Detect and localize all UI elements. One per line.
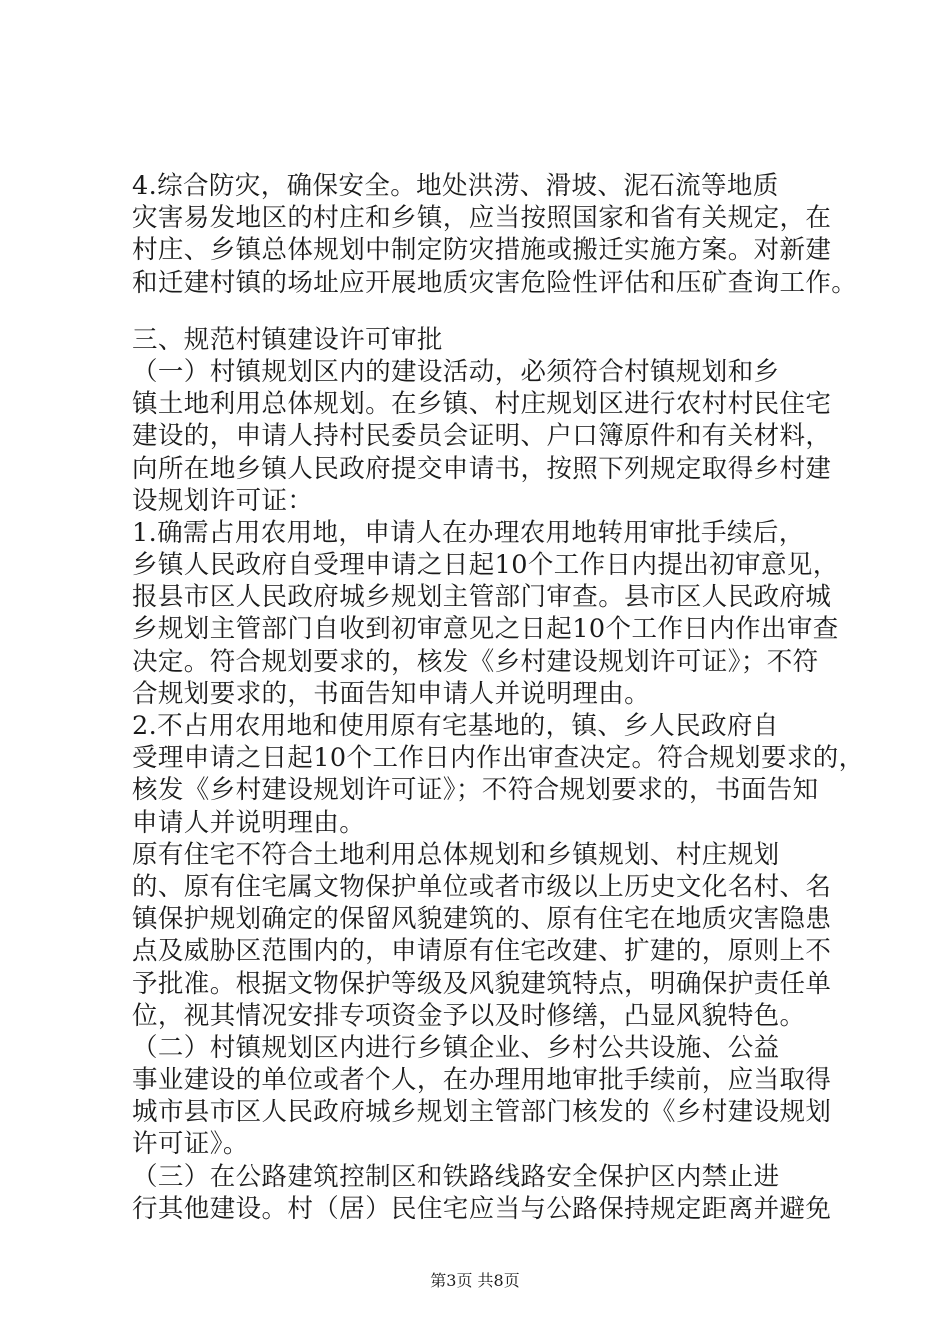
paragraph-item-1 <box>132 356 832 517</box>
text-line: 行其他建设。村（居）民住宅应当与公路保持规定距离并避免 <box>132 1193 832 1224</box>
paragraph-existing-housing <box>132 839 832 1032</box>
text-line: 申请人并说明理由。 <box>132 807 366 838</box>
text-line: 村庄、乡镇总体规划中制定防灾措施或搬迁实施方案。对新建 <box>132 235 832 266</box>
text-line: （二）村镇规划区内进行乡镇企业、乡村公共设施、公益 <box>132 1032 780 1063</box>
page-number-footer: 第3页 共8页 <box>430 1271 520 1290</box>
paragraph-subitem-1 <box>132 517 839 710</box>
section-heading <box>132 324 832 356</box>
text-line: 许可证》。 <box>132 1129 249 1160</box>
text-line: 镇土地利用总体规划。在乡镇、村庄规划区进行农村村民住宅 <box>132 389 832 420</box>
text-line: 事业建设的单位或者个人，在办理用地审批手续前，应当取得 <box>132 1065 832 1096</box>
text-line: 位，视其情况安排专项资金予以及时修缮，凸显风貌特色。 <box>132 1000 806 1031</box>
text-line: 乡镇人民政府自受理申请之日起10个工作日内提出初审意见， <box>132 550 839 581</box>
paragraph-subitem-2 <box>132 710 865 839</box>
paragraph-disaster-prevention <box>132 170 858 299</box>
text-line: 报县市区人民政府城乡规划主管部门审查。县市区人民政府城 <box>132 582 832 613</box>
text-line: 合规划要求的，书面告知申请人并说明理由。 <box>132 678 651 709</box>
text-line: 4.综合防灾，确保安全。地处洪涝、滑坡、泥石流等地质 <box>132 171 779 201</box>
text-line: 决定。符合规划要求的，核发《乡村建设规划许可证》；不符 <box>132 646 819 677</box>
text-line: 乡规划主管部门自收到初审意见之日起10个工作日内作出审查 <box>132 614 839 645</box>
text-line: 向所在地乡镇人民政府提交申请书，按照下列规定取得乡村建 <box>132 453 832 484</box>
paragraph-gap <box>132 299 832 324</box>
text-line: 原有住宅不符合土地利用总体规划和乡镇规划、村庄规划 <box>132 839 780 870</box>
text-line: 予批准。根据文物保护等级及风貌建筑特点，明确保护责任单 <box>132 968 832 999</box>
text-line: 点及威胁区范围内的，申请原有住宅改建、扩建的，原则上不 <box>132 936 832 967</box>
body-text <box>132 170 865 1225</box>
text-line: 受理申请之日起10个工作日内作出审查决定。符合规划要求的， <box>132 743 865 774</box>
text-line: 核发《乡村建设规划许可证》；不符合规划要求的，书面告知 <box>132 775 819 806</box>
text-line: 灾害易发地区的村庄和乡镇，应当按照国家和省有关规定，在 <box>132 203 832 234</box>
text-line: 和迁建村镇的场址应开展地质灾害危险性评估和压矿查询工作。 <box>132 267 858 298</box>
text-line: （一）村镇规划区内的建设活动，必须符合村镇规划和乡 <box>132 356 780 387</box>
text-line: 镇保护规划确定的保留风貌建筑的、原有住宅在地质灾害隐患 <box>132 904 832 935</box>
text-line: 城市县市区人民政府城乡规划主管部门核发的《乡村建设规划 <box>132 1097 832 1128</box>
text-line: （三）在公路建筑控制区和铁路线路安全保护区内禁止进 <box>132 1161 780 1192</box>
text-line: 设规划许可证： <box>132 485 314 516</box>
paragraph-item-2 <box>132 1032 832 1161</box>
paragraph-item-3 <box>132 1161 832 1225</box>
text-line: 的、原有住宅属文物保护单位或者市级以上历史文化名村、名 <box>132 871 832 902</box>
text-line: 1.确需占用农用地，申请人在办理农用地转用审批手续后， <box>132 517 805 548</box>
heading-line: 三、规范村镇建设许可审批 <box>132 324 443 355</box>
text-line: 建设的，申请人持村民委员会证明、户口簿原件和有关材料， <box>132 421 832 452</box>
text-line: 2.不占用农用地和使用原有宅基地的，镇、乡人民政府自 <box>132 711 779 741</box>
